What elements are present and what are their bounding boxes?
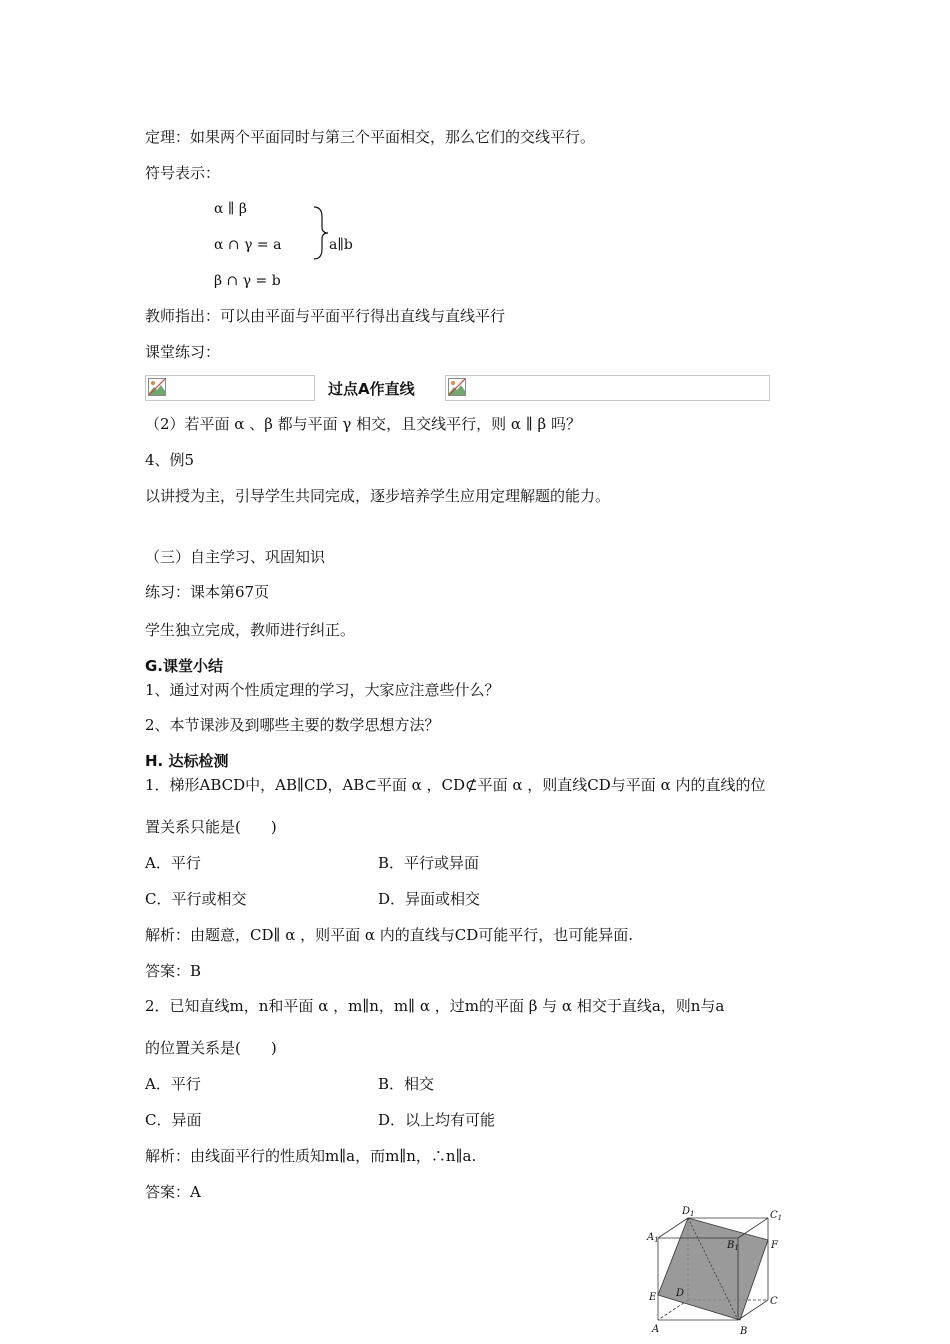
exercise-text: 练习：课本第67页 [145, 583, 270, 601]
problem-1-stem: 1．梯形ABCD中，AB∥CD，AB⊂平面 α ，CD⊄平面 α ，则直线CD与平面 α 内的直线的位 [145, 776, 766, 794]
problem-2-analysis: 解析：由线面平行的性质知m∥a，而m∥n，∴n∥a. [145, 1147, 477, 1165]
broken-image-icon [148, 378, 166, 396]
summary-question-1: 1、通过对两个性质定理的学习，大家应注意些什么？ [145, 681, 500, 699]
summary-question-2: 2、本节课涉及到哪些主要的数学思想方法？ [145, 716, 440, 734]
problem-1-analysis: 解析：由题意，CD∥ α ，则平面 α 内的直线与CD可能平行，也可能异面. [145, 926, 634, 944]
broken-image-left [145, 375, 315, 401]
problem-1-answer: 答案：B [145, 962, 202, 980]
label-f: F [771, 1240, 778, 1251]
problem-2-option-a: A．平行 [145, 1075, 201, 1093]
example-heading: 4、例5 [145, 451, 195, 469]
practice-question-2: （2）若平面 α 、β 都与平面 γ 相交，且交线平行，则 α ∥ β 吗？ [145, 415, 581, 433]
symbol-conclusion: a∥b [329, 237, 353, 253]
problem-2-option-c: C．异面 [145, 1111, 202, 1129]
symbol-line-2: α ∩ γ = a [214, 237, 282, 253]
problem-1-option-b: B．平行或异面 [378, 854, 480, 872]
summary-title: G.课堂小结 [145, 657, 224, 675]
practice-mid-text: 过点A作直线 [328, 380, 415, 398]
section-3-title: （三）自主学习、巩固知识 [145, 548, 326, 566]
problem-1-stem-cont: 置关系只能是( ) [145, 818, 277, 836]
exercise-description: 学生独立完成，教师进行纠正。 [145, 621, 356, 639]
problem-2-stem: 2．已知直线m，n和平面 α ，m∥n，m∥ α ，过m的平面 β 与 α 相交于直线a，则n与a [145, 997, 725, 1015]
label-b1: $B_1$ [727, 1240, 739, 1252]
example-description: 以讲授为主，引导学生共同完成，逐步培养学生应用定理解题的能力。 [145, 487, 611, 505]
cube-figure [640, 1200, 790, 1340]
problem-1-option-d: D．异面或相交 [378, 890, 481, 908]
teacher-note: 教师指出：可以由平面与平面平行得出直线与直线平行 [145, 307, 506, 325]
problem-1-option-a: A．平行 [145, 854, 201, 872]
problem-2-stem-cont: 的位置关系是( ) [145, 1039, 277, 1057]
problem-2-option-b: B．相交 [378, 1075, 435, 1093]
label-e: E [649, 1292, 657, 1303]
symbol-line-1: α ∥ β [214, 201, 247, 217]
practice-label: 课堂练习： [145, 343, 221, 361]
broken-image-right [445, 375, 770, 401]
test-title: H. 达标检测 [145, 752, 229, 770]
label-c: C [770, 1296, 778, 1307]
symbol-label: 符号表示： [145, 164, 221, 182]
problem-2-answer: 答案：A [145, 1183, 201, 1201]
label-a1: $A_1$ [647, 1232, 659, 1244]
theorem-text: 定理：如果两个平面同时与第三个平面相交，那么它们的交线平行。 [145, 128, 596, 146]
problem-1-option-c: C．平行或相交 [145, 890, 247, 908]
label-b: B [740, 1326, 748, 1337]
broken-image-icon [448, 378, 466, 396]
symbol-line-3: β ∩ γ = b [214, 273, 281, 289]
label-a: A [652, 1324, 660, 1335]
problem-2-option-d: D．以上均有可能 [378, 1111, 496, 1129]
label-d: D [676, 1288, 685, 1299]
label-d1: $D_1$ [682, 1206, 695, 1218]
label-c1: $C_1$ [770, 1210, 783, 1222]
